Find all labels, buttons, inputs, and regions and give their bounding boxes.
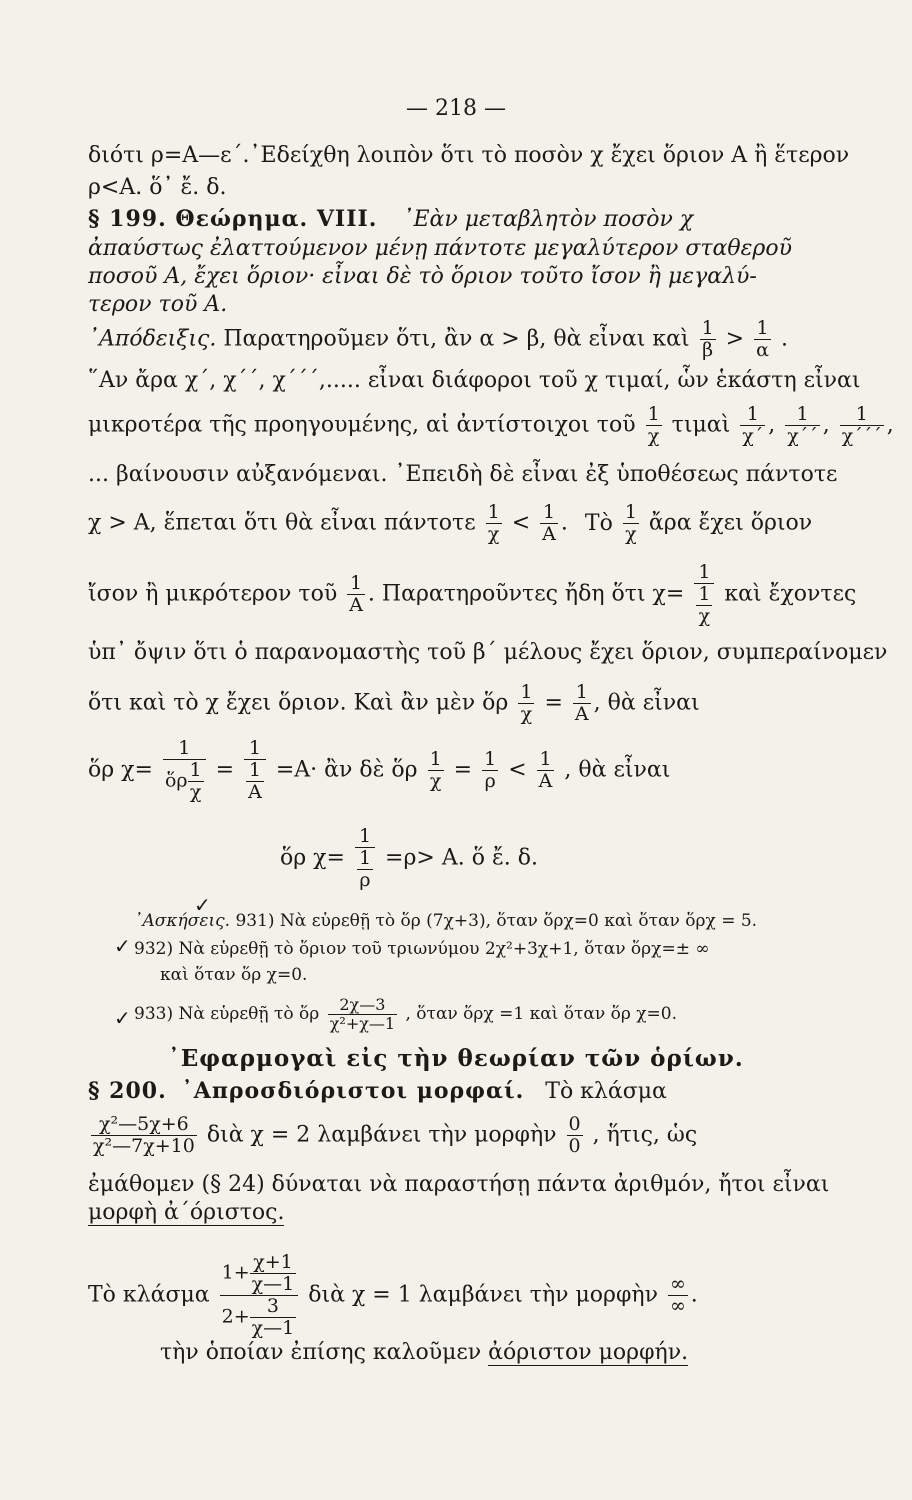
gt-sign: > bbox=[725, 326, 745, 352]
ison-text: ἴσον ἢ μικρότερον τοῦ bbox=[88, 581, 338, 607]
fraction-zero-over-zero: $\frac{0}{0}$ bbox=[568, 1113, 581, 1157]
fraction-one-over-chi3: $\frac{1}{\chi΄΄΄}$ bbox=[841, 403, 882, 447]
or-chi-text: ὅρ χ= bbox=[88, 757, 153, 783]
check-mark-1: ✓ bbox=[194, 893, 211, 917]
fraction-one-over-chi-d: $\frac{1}{\chi}$ bbox=[520, 681, 533, 725]
section-200-line bbox=[88, 1078, 848, 1105]
tha-einai-text-2: , θὰ εἶναι bbox=[564, 757, 671, 783]
to-text: Τὸ bbox=[584, 510, 613, 536]
text-line-klasma-1 bbox=[88, 1114, 848, 1157]
exercise-1 bbox=[134, 908, 854, 934]
fraction-ex3: $\frac{2\chi—3}{\text{χ²+χ—1}}$ bbox=[329, 995, 396, 1033]
last-text: τὴν ὁποίαν ἐπίσης καλοῦμεν bbox=[160, 1340, 482, 1365]
theorem-text-2: ἀπαύστως ἐλαττούμενον μένῃ πάντοτε μεγαλύτερον σταθεροῦ bbox=[88, 236, 792, 261]
exercise-label: ᾿Ασκήσεις. bbox=[134, 911, 231, 931]
proof-text: Παρατηροῦμεν ὅτι, ἂν α > β, θὰ εἶναι καὶ bbox=[223, 326, 690, 352]
proof-line bbox=[88, 318, 848, 361]
timai-text: τιμαὶ bbox=[671, 412, 731, 438]
fraction-one-over-chi: $\frac{1}{\chi}$ bbox=[647, 403, 660, 447]
exercise-2 bbox=[134, 936, 854, 962]
fraction-one-over-one-over-rho: $\frac{1}{\frac{1}{\rho}}$ bbox=[355, 826, 375, 891]
exercise-931: 931) Νὰ εὑρεθῇ τὸ ὅρ (7χ+3), ὅταν ὅρχ=0 καὶ ὅταν ὅρχ = 5. bbox=[235, 911, 758, 931]
fraction-inf-over-inf: $\frac{\infty}{\infty}$ bbox=[669, 1273, 686, 1317]
fraction-one-over-a-b: $\frac{1}{A}$ bbox=[349, 572, 363, 616]
theorem-text-4: τερον τοῦ A. bbox=[88, 292, 228, 317]
exercise-2b: καὶ ὅταν ὅρ χ=0. bbox=[160, 965, 308, 985]
section-200-number: § 200. bbox=[88, 1078, 167, 1104]
klasma-2-label: Τὸ κλάσμα bbox=[88, 1282, 210, 1308]
text-line-oti: ὅτι καὶ τὸ χ ἔχει ὅριον. Καὶ ἂν μὲν ὅρ $\frac{1}{\chi}$ = $\frac{1}{A}$ , θὰ εἶναι bbox=[88, 681, 700, 725]
fraction-quadratic-1: $\frac{\text{χ²—5χ+6}}{\text{χ²—7χ+10}}$ bbox=[93, 1113, 195, 1157]
theorem-line-1 bbox=[88, 206, 848, 233]
tha-einai-text: θὰ εἶναι bbox=[607, 690, 700, 716]
fraction-compound: 1+ $\frac{\chi+1}{\chi—1}$ 2+ $\frac{3}{\chi—1}$ bbox=[220, 1252, 299, 1339]
fraction-one-over-chi1: $\frac{1}{\chi΄}$ bbox=[742, 403, 764, 447]
lt-sign: < bbox=[511, 510, 531, 536]
applications-heading: ᾿Εφαρμογαὶ εἰς τὴν θεωρίαν τῶν ὁρίων. bbox=[168, 1045, 744, 1072]
check-mark-3: ✓ bbox=[114, 1006, 131, 1030]
fraction-one-over-or-one-over-chi: 1 ὅρ $\frac{1}{\chi}$ bbox=[163, 738, 206, 803]
text-line-1: διότι ρ=A—ε΄.᾿Εδείχθη λοιπὸν ὅτι τὸ ποσὸν χ ἔχει ὅριον A ἢ ἕτερον bbox=[88, 143, 850, 168]
fraction-one-over-alpha: $\frac{1}{\alpha}$ bbox=[756, 317, 769, 361]
text-line-mikrotera: μικροτέρα τῆς προηγουμένης, αἱ ἀντίστοιχοι τοῦ $\frac{1}{\chi}$ τιμαὶ $\frac{1}{\chi΄}$ , $\frac{1}{\chi΄΄}$ , $\frac{1}{\chi΄΄΄}$ , bbox=[88, 403, 894, 447]
text-line-chi-gt-a: χ > A, ἕπεται ὅτι θὰ εἶναι πάντοτε $\frac{1}{\chi}$ < $\frac{1}{A}$ . Τὸ $\frac{1}{\chi}$ ἄρα ἔχει ὅριον bbox=[88, 501, 813, 545]
oti-text: ὅτι καὶ τὸ χ ἔχει ὅριον. Καὶ ἂν μὲν ὅρ bbox=[88, 690, 509, 716]
rho-gt-a-text: =ρ> A. ὅ ἔ. δ. bbox=[385, 845, 538, 871]
text-line-klasma-2: Τὸ κλάσμα 1+ $\frac{\chi+1}{\chi—1}$ 2+ $\frac{3}{\chi—1}$ διὰ χ = 1 λαμβάνει τὴν μορφὴν $\frac{\infty}{\infty}$ . bbox=[88, 1251, 698, 1339]
theorem-text-1: ᾿Εὰν μεταβλητὸν ποσὸν χ bbox=[402, 207, 694, 232]
fraction-one-over-chi2: $\frac{1}{\chi΄΄}$ bbox=[787, 403, 818, 447]
fraction-one-over-one-over-chi: $\frac{1}{\frac{1}{\chi}}$ bbox=[694, 562, 714, 627]
or-chi-text-2: ὅρ χ= bbox=[280, 845, 345, 871]
text-line-morfi bbox=[88, 1200, 848, 1226]
text-line-hyp: ὑπ᾽ ὄψιν ὅτι ὁ παρανομαστὴς τοῦ β΄ μέλους ἔχει ὅριον, συμπεραίνομεν bbox=[88, 640, 888, 665]
theorem-text-3: ποσοῦ A, ἔχει ὅριον· εἶναι δὲ τὸ ὅριον τοῦτο ἴσον ἢ μεγαλύ- bbox=[88, 264, 757, 289]
text-line-an: ῞Αν ἄρα χ΄, χ΄΄, χ΄΄΄,..... εἶναι διάφοροι τοῦ χ τιμαί, ὧν ἑκάστη εἶναι bbox=[88, 368, 861, 393]
fraction-one-over-chi-c: $\frac{1}{\chi}$ bbox=[624, 501, 637, 545]
text-line-emathomen: ἐμάθομεν (§ 24) δύναται νὰ παραστήσῃ πάντα ἀριθμόν, ἤτοι εἶναι bbox=[88, 1172, 830, 1197]
proof-label: ᾿Απόδειξις. bbox=[88, 326, 217, 352]
fraction-one-over-a: $\frac{1}{A}$ bbox=[542, 501, 556, 545]
page-number: — 218 — bbox=[406, 96, 506, 121]
exercise-933: 933) Νὰ εὑρεθῇ τὸ ὅρ bbox=[134, 1004, 320, 1024]
itis-os-text: , ἥτις, ὡς bbox=[592, 1122, 698, 1148]
fraction-one-over-a-c: $\frac{1}{A}$ bbox=[574, 681, 589, 725]
kai-echontes-text: καὶ ἔχοντες bbox=[724, 581, 857, 607]
klasma-1-text: διὰ χ = 2 λαμβάνει τὴν μορφὴν bbox=[206, 1122, 557, 1148]
fraction-one-over-chi-e: $\frac{1}{\chi}$ bbox=[429, 748, 442, 792]
text-line-or-chi-2 bbox=[280, 826, 780, 891]
paratirountes-text: Παρατηροῦντες ἤδη ὅτι χ= bbox=[381, 581, 685, 607]
morfi-aoristos: μορφὴ ἀ΄όριστος. bbox=[88, 1200, 285, 1225]
section-200-title: ᾿Απροσδιόριστοι μορφαί. bbox=[181, 1078, 525, 1104]
klasma-2-text: διὰ χ = 1 λαμβάνει τὴν μορφὴν bbox=[308, 1282, 658, 1308]
an-de-or-text: =A· ἂν δὲ ὅρ bbox=[275, 757, 418, 783]
ara-text: ἄρα ἔχει ὅριον bbox=[648, 510, 813, 536]
chi-gt-a-text: χ > A, ἕπεται ὅτι θὰ εἶναι πάντοτε bbox=[88, 510, 476, 536]
text-line-last bbox=[160, 1340, 912, 1366]
exercise-932: 932) Νὰ εὑρεθῇ τὸ ὅριον τοῦ τριωνύμου 2χ²+3χ+1, ὅταν ὅρχ=± ∞ bbox=[134, 939, 710, 959]
theorem-heading: § 199. Θεώρημα. VIII. bbox=[88, 206, 378, 232]
fraction-one-over-chi-b: $\frac{1}{\chi}$ bbox=[487, 501, 500, 545]
aoriston-morfin: ἀόριστον μορφήν. bbox=[488, 1340, 689, 1365]
exercise-933-rest: , ὅταν ὅρχ =1 καὶ ὅταν ὅρ χ=0. bbox=[405, 1004, 677, 1024]
text-line-ison: ἴσον ἢ μικρότερον τοῦ $\frac{1}{A}$ . Παρατηροῦντες ἤδη ὅτι χ= $\frac{1}{\frac{1}{\chi}}$ καὶ ἔχοντες bbox=[88, 561, 857, 627]
dot: . bbox=[780, 326, 788, 352]
fraction-one-over-a-d: $\frac{1}{A}$ bbox=[538, 748, 553, 792]
check-mark-2: ✓ bbox=[114, 934, 131, 958]
exercise-3 bbox=[134, 996, 854, 1033]
fraction-one-over-rho: $\frac{1}{\rho}$ bbox=[484, 748, 497, 792]
section-200-text: Τὸ κλάσμα bbox=[545, 1079, 667, 1104]
text-line-bainousin: ... βαίνουσιν αὐξανόμεναι. ᾿Επειδὴ δὲ εἶναι ἐξ ὑποθέσεως πάντοτε bbox=[88, 462, 838, 487]
fraction-one-over-beta: $\frac{1}{\beta}$ bbox=[701, 317, 714, 361]
mikrotera-text: μικροτέρα τῆς προηγουμένης, αἱ ἀντίστοιχοι τοῦ bbox=[88, 412, 636, 438]
text-line-2: ρ<A. ὅ᾽ ἔ. δ. bbox=[88, 175, 227, 200]
text-line-or-chi: ὅρ χ= 1 ὅρ $\frac{1}{\chi}$ = $\frac{1}{\frac{1}{A}}$ =A· ἂν δὲ ὅρ $\frac{1}{\chi}$ = $\frac{1}{\rho}$ < $\frac{1}{A}$ , θὰ εἶναι bbox=[88, 737, 671, 803]
fraction-one-over-one-over-a: $\frac{1}{\frac{1}{A}}$ bbox=[244, 738, 266, 803]
